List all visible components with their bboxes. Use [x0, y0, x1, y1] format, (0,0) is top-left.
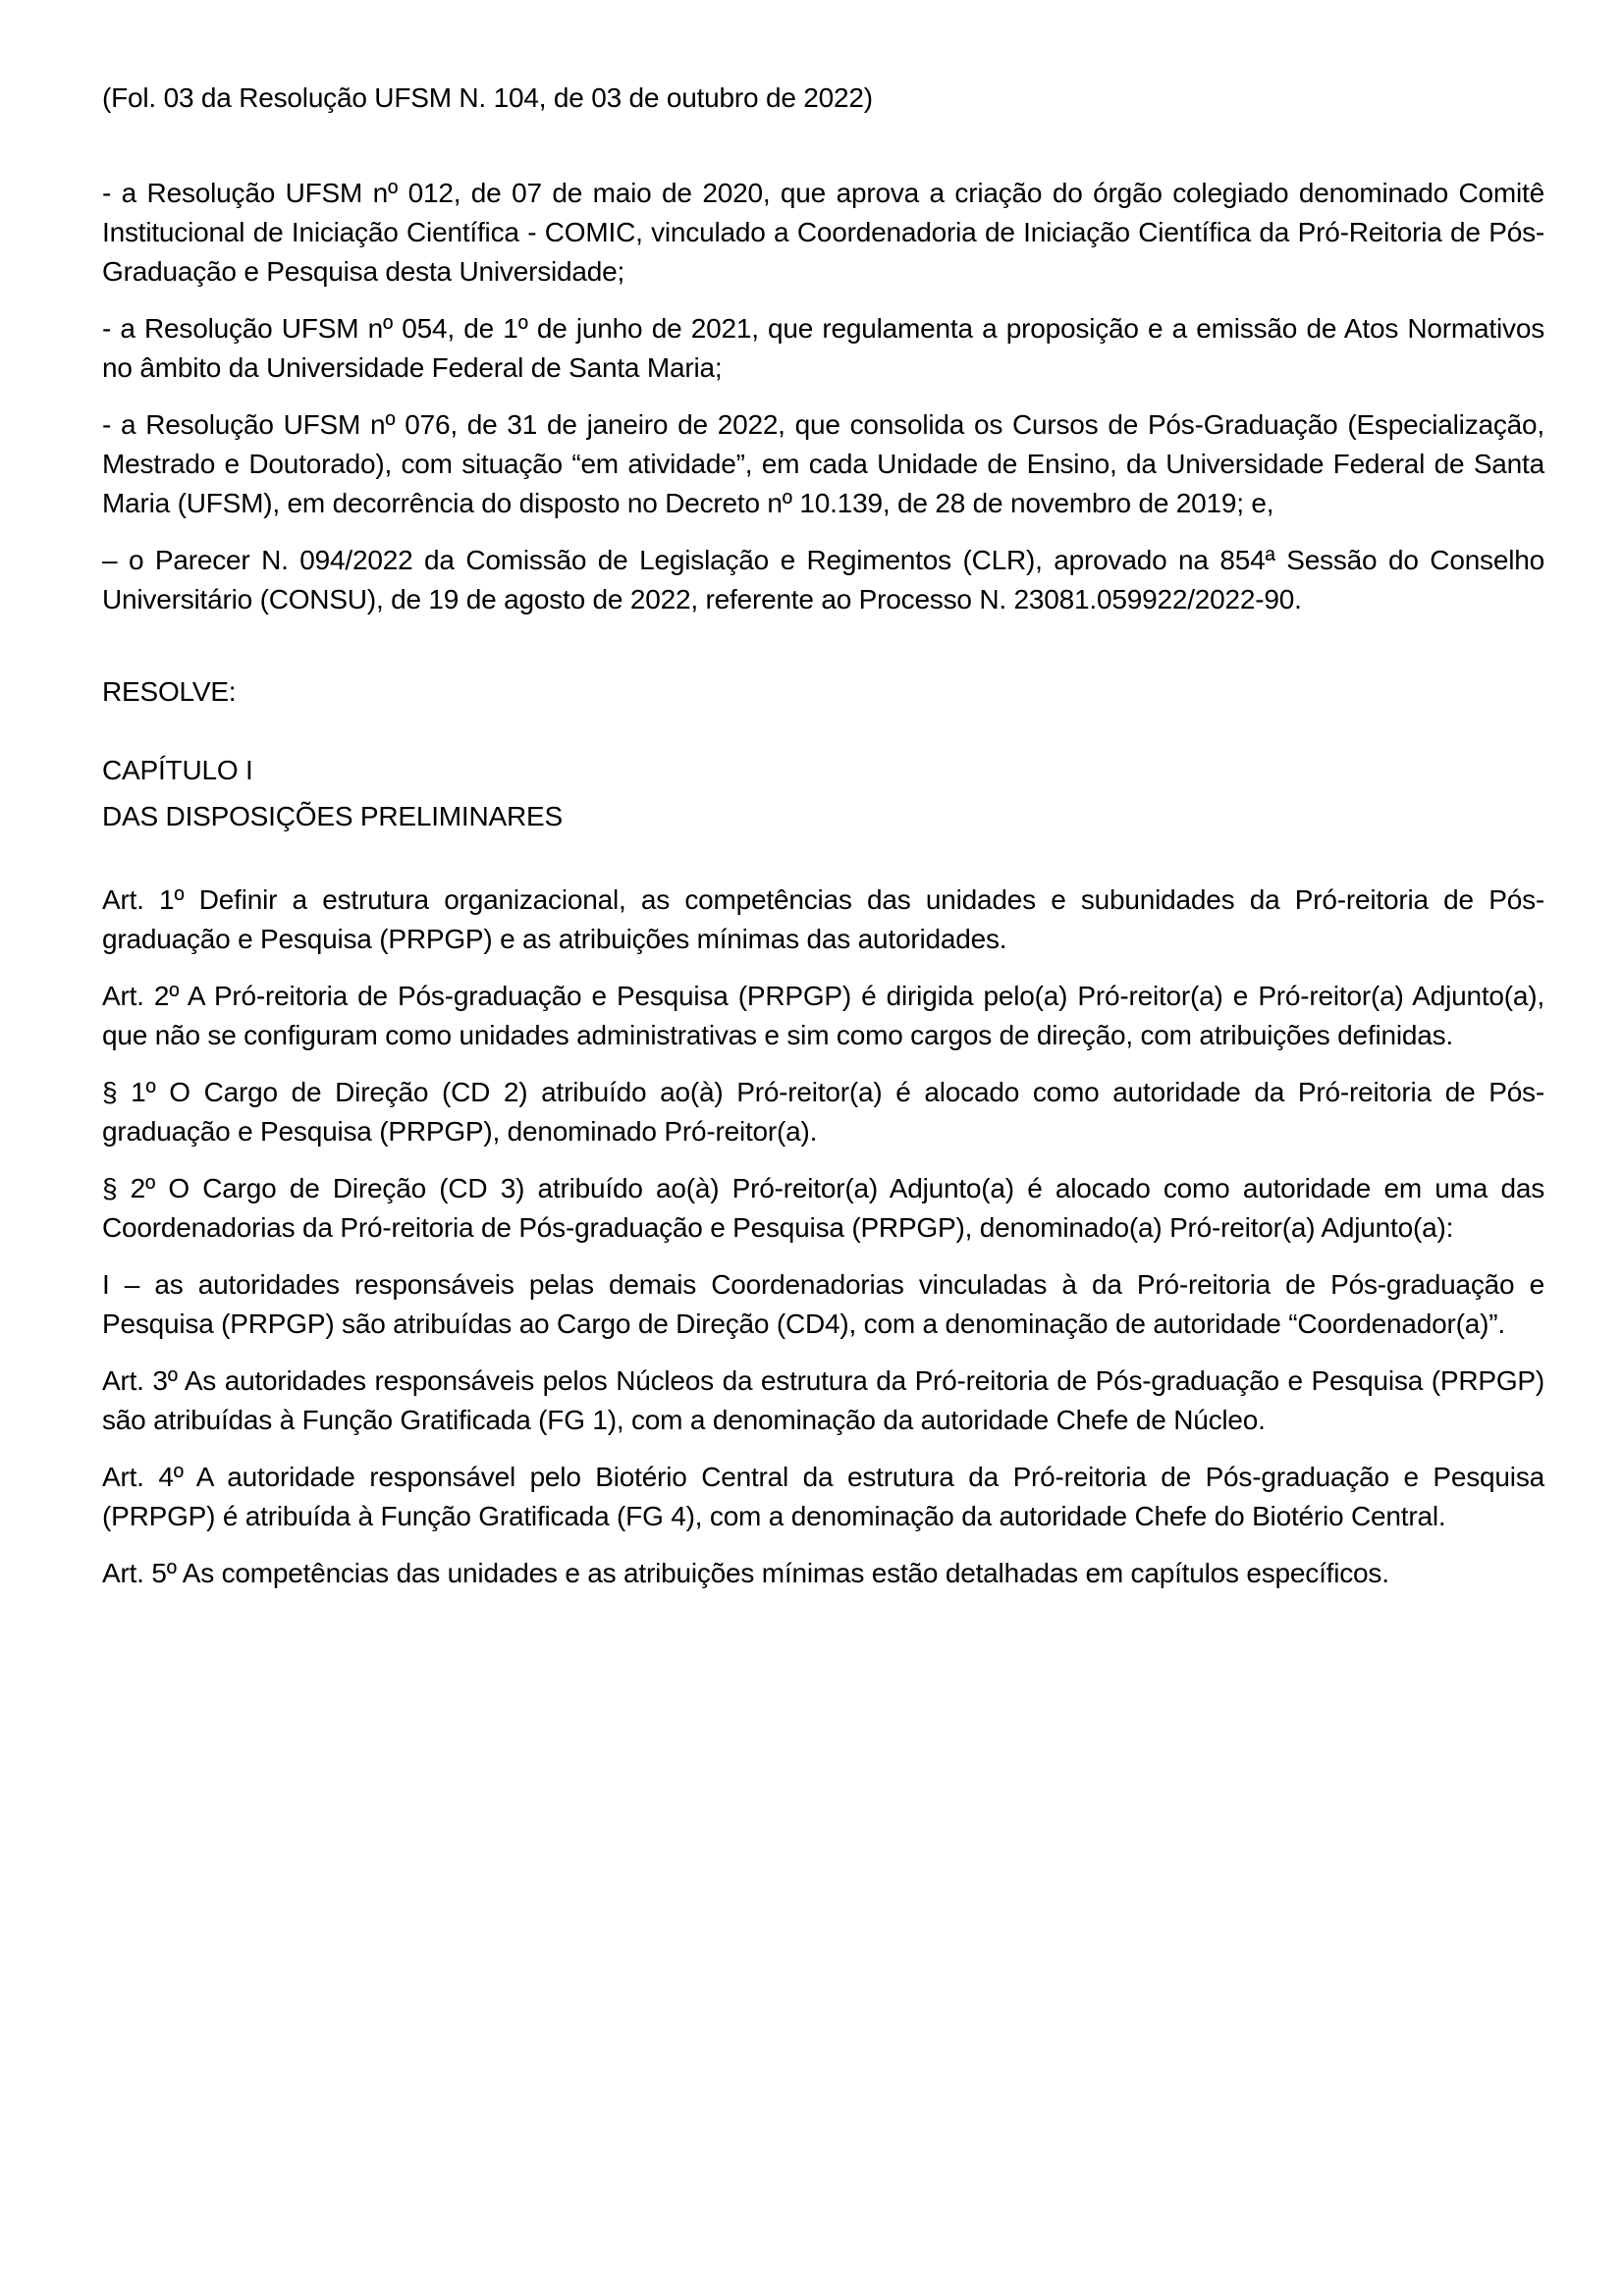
chapter-subtitle: DAS DISPOSIÇÕES PRELIMINARES: [102, 801, 563, 831]
article-3-paragraph: Art. 3º As autoridades responsáveis pelos Núcleos da estrutura da Pró-reitoria de Pós-graduação e Pesquisa (PRPGP) são atribuídas à Função Gratificada (FG 1), com a denominação da autoridade Chefe de Núcleo.: [102, 1365, 1544, 1435]
chapter-title: CAPÍTULO I: [102, 755, 253, 785]
resolve-label: RESOLVE:: [102, 676, 237, 707]
consideration-paragraph-2: - a Resolução UFSM nº 054, de 1º de junho de 2021, que regulamenta a proposição e a emissão de Atos Normativos no âmbito da Universidade Federal de Santa Maria;: [102, 313, 1544, 383]
article-2-section-1-paragraph: § 1º O Cargo de Direção (CD 2) atribuído ao(à) Pró-reitor(a) é alocado como autoridade da Pró-reitoria de Pós-graduação e Pesquisa (PRPGP), denominado Pró-reitor(a).: [102, 1077, 1544, 1147]
consideration-paragraph-3: - a Resolução UFSM nº 076, de 31 de janeiro de 2022, que consolida os Cursos de Pós-Graduação (Especialização, Mestrado e Doutorado), com situação “em atividade”, em cada Unidade de Ensino, da Universidade Federal de Santa Maria (UFSM), em decorrência do disposto no Decreto nº 10.139, de 28 de novembro de 2019; e,: [102, 409, 1544, 518]
article-1-paragraph: Art. 1º Definir a estrutura organizacional, as competências das unidades e subunidades da Pró-reitoria de Pós-graduação e Pesquisa (PRPGP) e as atribuições mínimas das autoridades.: [102, 884, 1544, 954]
page-folio-header: (Fol. 03 da Resolução UFSM N. 104, de 03 de outubro de 2022): [102, 82, 873, 113]
consideration-paragraph-1: - a Resolução UFSM nº 012, de 07 de maio de 2020, que aprova a criação do órgão colegiado denominado Comitê Institucional de Iniciação Científica - COMIC, vinculado a Coordenadoria de Iniciação Científica da Pró-Reitoria de Pós-Graduação e Pesquisa desta Universidade;: [102, 178, 1544, 287]
consideration-paragraph-4: – o Parecer N. 094/2022 da Comissão de Legislação e Regimentos (CLR), aprovado na 854ª Sessão do Conselho Universitário (CONSU), de 19 de agosto de 2022, referente ao Processo N. 23081.059922/2022-90.: [102, 545, 1544, 614]
chapter-heading: [102, 751, 1544, 836]
article-2-section-2-paragraph: § 2º O Cargo de Direção (CD 3) atribuído ao(à) Pró-reitor(a) Adjunto(a) é alocado como autoridade em uma das Coordenadorias da Pró-reitoria de Pós-graduação e Pesquisa (PRPGP), denominado(a) Pró-reitor(a) Adjunto(a):: [102, 1173, 1544, 1243]
article-4-paragraph: Art. 4º A autoridade responsável pelo Biotério Central da estrutura da Pró-reitoria de Pós-graduação e Pesquisa (PRPGP) é atribuída à Função Gratificada (FG 4), com a denominação da autoridade Chefe do Biotério Central.: [102, 1462, 1544, 1531]
article-2-paragraph: Art. 2º A Pró-reitoria de Pós-graduação e Pesquisa (PRPGP) é dirigida pelo(a) Pró-reitor(a) e Pró-reitor(a) Adjunto(a), que não se configuram como unidades administrativas e sim como cargos de direção, com atribuições definidas.: [102, 981, 1544, 1050]
article-2-item-i-paragraph: I – as autoridades responsáveis pelas demais Coordenadorias vinculadas à da Pró-reitoria de Pós-graduação e Pesquisa (PRPGP) são atribuídas ao Cargo de Direção (CD4), com a denominação de autoridade “Coordenador(a)”.: [102, 1269, 1544, 1339]
article-5-paragraph: Art. 5º As competências das unidades e as atribuições mínimas estão detalhadas em capítulos específicos.: [102, 1558, 1389, 1588]
